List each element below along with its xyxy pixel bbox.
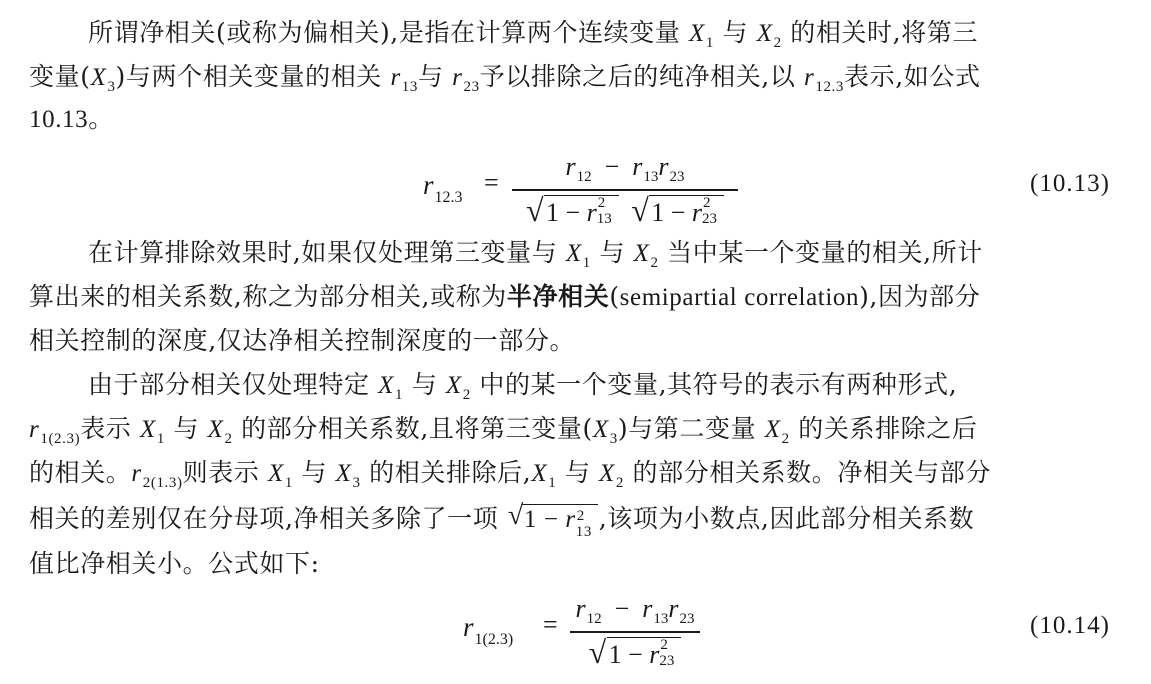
p2-line2 — [29, 282, 980, 313]
text: 中的某一个变量,其符号的表示有两种形式, — [479, 370, 958, 399]
variable-x2: $X_2$ — [756, 20, 782, 51]
text: 与 — [301, 458, 328, 487]
fraction — [512, 152, 738, 228]
fraction-bar — [512, 189, 738, 191]
numerator: $r_{12} - r_{13}r_{23}$ — [565, 152, 685, 185]
p3-line3 — [29, 458, 991, 498]
sqrt-icon: √ 1 − r 2 23 — [589, 637, 682, 670]
text: 值比净相关小。公式如下: — [29, 549, 320, 578]
variable-x1: $X_1$ — [139, 416, 165, 447]
text: 在计算排除效果时,如果仅处理第三变量与 — [88, 238, 558, 267]
formula-ref: 10.13 — [29, 106, 89, 133]
english-term: semipartial correlation — [619, 284, 860, 311]
variable-x1: $X_1$ — [267, 460, 293, 491]
text: )与两个相关变量的相关 — [115, 62, 382, 91]
p2-line3 — [29, 326, 575, 356]
variable-x1: $X_1$ — [378, 372, 404, 403]
text: 所谓净相关(或称为偏相关),是指在计算两个连续变量 — [88, 18, 681, 47]
p1-line2 — [29, 62, 981, 102]
bold-term: 半净相关 — [506, 282, 610, 311]
text: 与 — [418, 62, 444, 91]
equation-lhs: $r_{12.3}$ — [423, 170, 463, 206]
variable-x3: $X_3$ — [335, 460, 361, 491]
text: 与 — [173, 414, 200, 443]
text: 的部分相关系数。净相关与部分 — [632, 458, 991, 487]
variable-r1-2-3: $r_{1(2.3)}$ — [29, 416, 81, 447]
variable-x1: $X_1$ — [565, 240, 591, 271]
text: 则表示 — [182, 458, 260, 487]
variable-x3: $X_3$ — [592, 416, 618, 447]
text: ),因为部分 — [859, 282, 981, 311]
text: 。 — [88, 104, 114, 133]
p3-line1 — [88, 370, 957, 410]
variable-x2: $X_2$ — [764, 416, 790, 447]
equation-number: (10.13) — [1030, 170, 1110, 197]
text: 与 — [564, 458, 591, 487]
variable-x2: $X_2$ — [445, 372, 471, 403]
text: 算出来的相关系数,称之为部分相关,或称为 — [29, 282, 507, 311]
variable-x3: $X_3$ — [90, 64, 116, 95]
text: 的关系排除之后 — [798, 414, 978, 443]
text: 变量( — [29, 62, 91, 91]
text: 与 — [722, 18, 749, 47]
variable-x2: $X_2$ — [207, 416, 233, 447]
numerator: $r_{12} - r_{13}r_{23}$ — [575, 594, 695, 627]
equation-lhs: $r_{1(2.3)}$ — [463, 612, 514, 648]
denominator — [570, 633, 700, 670]
equals-sign: = — [484, 168, 499, 197]
text: 相关控制的深度,仅达净相关控制深度的一部分。 — [29, 326, 576, 355]
denominator — [512, 191, 738, 228]
variable-x1: $X_1$ — [531, 460, 557, 491]
p3-line2 — [29, 414, 977, 454]
text: )与第二变量 — [617, 414, 757, 443]
text: 的相关。 — [29, 458, 132, 487]
variable-r13: $r_{13}$ — [390, 64, 418, 95]
text: 的相关时,将第三 — [790, 18, 978, 47]
text: 与 — [599, 238, 626, 267]
text: 与 — [411, 370, 438, 399]
p3-line5 — [29, 549, 320, 579]
equation-number: (10.14) — [1030, 612, 1110, 639]
p3-line4 — [29, 500, 975, 541]
text: 表示,如公式 — [844, 62, 981, 91]
p2-line1 — [88, 238, 983, 278]
fraction-bar — [570, 631, 700, 633]
variable-r23: $r_{23}$ — [452, 64, 480, 95]
text: 的相关排除后, — [369, 458, 532, 487]
text: ,该项为小数点,因此部分相关系数 — [598, 504, 975, 533]
variable-x1: $X_1$ — [689, 20, 714, 51]
sqrt-icon: √ 1 − r 2 23 — [631, 195, 724, 228]
fraction — [570, 594, 700, 670]
p1-line3 — [29, 104, 114, 135]
sqrt-icon: √ 1 − r 2 13 — [508, 504, 598, 535]
text: ( — [609, 282, 620, 311]
variable-r2-1-3: $r_{2(1.3)}$ — [131, 460, 183, 491]
sqrt-icon: √ 1 − r 2 13 — [526, 195, 619, 228]
equals-sign: = — [543, 610, 558, 639]
text: 予以排除之后的纯净相关,以 — [479, 62, 796, 91]
text: 表示 — [80, 414, 132, 443]
text: 由于部分相关仅处理特定 — [88, 370, 370, 399]
variable-x2: $X_2$ — [599, 460, 624, 491]
variable-x2: $X_2$ — [633, 240, 659, 271]
text: 相关的差别仅在分母项,净相关多除了一项 — [29, 504, 499, 533]
p1-line1 — [88, 18, 978, 58]
text: 当中某一个变量的相关,所计 — [667, 238, 983, 267]
variable-r12-3: $r_{12.3}$ — [804, 64, 844, 95]
text: 的部分相关系数,且将第三变量( — [241, 414, 593, 443]
